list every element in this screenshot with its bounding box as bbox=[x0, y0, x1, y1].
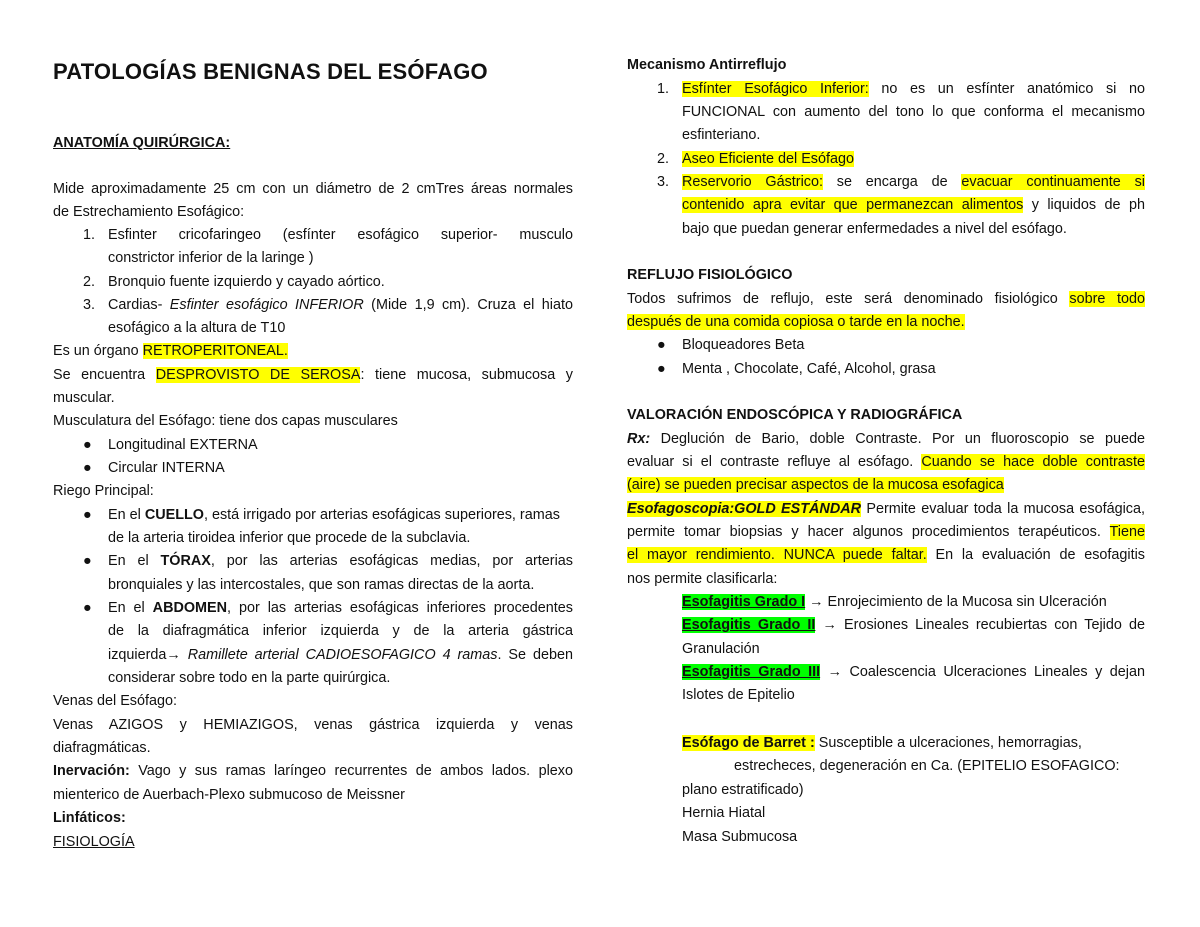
rx-line: Rx: Deglución de Bario, doble Contraste. Por un fluoroscopio se puede bbox=[627, 431, 1145, 447]
page-title: PATOLOGÍAS BENIGNAS DEL ESÓFAGO bbox=[53, 59, 488, 84]
reflux-cause-beta: Bloqueadores Beta bbox=[682, 337, 805, 353]
antireflux-item-3-cont: contenido apra evitar que permanezcan alimentos y liquidos de ph bbox=[682, 197, 1145, 213]
bullet-icon: ● bbox=[83, 437, 92, 453]
list-number: 1. bbox=[657, 81, 670, 97]
evaluation-heading: VALORACIÓN ENDOSCÓPICA Y RADIOGRÁFICA bbox=[627, 407, 963, 423]
endoscopy-line: Esofagoscopia:GOLD ESTÁNDAR Permite evaluar toda la mucosa esofágica, bbox=[627, 501, 1145, 517]
esophagitis-grade-3-cont: Islotes de Epitelio bbox=[682, 687, 795, 703]
endoscopy-line-cont: nos permite clasificarla: bbox=[627, 571, 778, 587]
esophagitis-grade-2-cont: Granulación bbox=[682, 641, 760, 657]
list-number: 1. bbox=[83, 227, 96, 243]
list-number: 3. bbox=[83, 297, 96, 313]
bullet-icon: ● bbox=[83, 553, 92, 569]
narrowing-item-3: Cardias- Esfinter esofágico INFERIOR (Mide 1,9 cm). Cruza el hiato bbox=[108, 297, 573, 313]
abdomen-supply: En el ABDOMEN, por las arterias esofágicas inferiores procedentes bbox=[108, 600, 573, 616]
narrowing-item-2: Bronquio fuente izquierdo y cayado aórtico. bbox=[108, 274, 385, 290]
mide-line-1: Mide aproximadamente 25 cm con un diámetro de 2 cmTres áreas normales bbox=[53, 181, 573, 197]
innervation-line: Inervación: Vago y sus ramas laríngeo recurrentes de ambos lados. plexo bbox=[53, 763, 573, 779]
abdomen-supply-cont: de la diafragmática inferior izquierda y de la arteria gástrica bbox=[108, 623, 573, 639]
muscle-circular: Circular INTERNA bbox=[108, 460, 225, 476]
narrowing-item-1-cont: constrictor inferior de la laringe ) bbox=[108, 250, 314, 266]
antireflux-item-1-cont: esfinteriano. bbox=[682, 127, 761, 143]
antireflux-heading: Mecanismo Antirreflujo bbox=[627, 57, 787, 73]
thorax-supply-cont: bronquiales y las intercostales, que son ramas directas de la aorta. bbox=[108, 577, 535, 593]
lymphatics-heading: Linfáticos: bbox=[53, 810, 126, 826]
innervation-line-cont: mienterico de Auerbach-Plexo submucoso de Meissner bbox=[53, 787, 405, 803]
antireflux-item-3-cont: bajo que puedan generar enfermedades a nivel del esófago. bbox=[682, 221, 1067, 237]
barrett-line-cont: plano estratificado) bbox=[682, 782, 804, 798]
reflux-heading: REFLUJO FISIOLÓGICO bbox=[627, 267, 793, 283]
serosa-line: Se encuentra DESPROVISTO DE SEROSA: tiene mucosa, submucosa y bbox=[53, 367, 573, 383]
rx-line-cont: (aire) se pueden precisar aspectos de la mucosa esofagica bbox=[627, 477, 1004, 493]
thorax-supply: En el TÓRAX, por las arterias esofágicas medias, por arterias bbox=[108, 553, 573, 569]
reflux-cause-foods: Menta , Chocolate, Café, Alcohol, grasa bbox=[682, 361, 936, 377]
barrett-line: Esófago de Barret : Susceptible a ulceraciones, hemorragias, bbox=[682, 735, 1082, 751]
serosa-line-cont: muscular. bbox=[53, 390, 115, 406]
anatomy-heading: ANATOMÍA QUIRÚRGICA: bbox=[53, 135, 231, 151]
list-number: 2. bbox=[657, 151, 670, 167]
narrowing-item-1: Esfinter cricofaringeo (esfínter esofágico superior- musculo bbox=[108, 227, 573, 243]
bullet-icon: ● bbox=[83, 507, 92, 523]
blood-supply-heading: Riego Principal: bbox=[53, 483, 154, 499]
abdomen-supply-cont: considerar sobre todo en la parte quirúrgica. bbox=[108, 670, 391, 686]
physiology-heading: FISIOLOGÍA bbox=[53, 834, 135, 850]
hiatal-hernia: Hernia Hiatal bbox=[682, 805, 766, 821]
rx-line-cont: evaluar si el contraste refluye al esófago. Cuando se hace doble contraste bbox=[627, 454, 1145, 470]
bullet-icon: ● bbox=[657, 337, 666, 353]
bullet-icon: ● bbox=[83, 600, 92, 616]
neck-supply-cont: de la arteria tiroidea inferior que procede de la subclavia. bbox=[108, 530, 471, 546]
antireflux-item-1-cont: FUNCIONAL con aumento del tono lo que conforma el mecanismo bbox=[682, 104, 1145, 120]
antireflux-item-3: Reservorio Gástrico: se encarga de evacuar continuamente si bbox=[682, 174, 1145, 190]
veins-line: Venas AZIGOS y HEMIAZIGOS, venas gástrica izquierda y venas bbox=[53, 717, 573, 733]
esophagitis-grade-3: Esofagitis Grado III → Coalescencia Ulceraciones Lineales y dejan bbox=[682, 664, 1145, 680]
antireflux-item-2: Aseo Eficiente del Esófago bbox=[682, 151, 854, 167]
abdomen-supply-cont: izquierda→ Ramillete arterial CADIOESOFAGICO 4 ramas. Se deben bbox=[108, 647, 573, 663]
narrowing-item-3-cont: esofágico a la altura de T10 bbox=[108, 320, 286, 336]
neck-supply: En el CUELLO, está irrigado por arterias esofágicas superiores, ramas bbox=[108, 507, 560, 523]
submucosal-mass: Masa Submucosa bbox=[682, 829, 798, 845]
endoscopy-line-cont: permite tomar biopsias y hacer algunos procedimientos terapéuticos. Tiene bbox=[627, 524, 1145, 540]
mide-line-2: de Estrechamiento Esofágico: bbox=[53, 204, 245, 220]
reflux-line: Todos sufrimos de reflujo, este será denominado fisiológico sobre todo bbox=[627, 291, 1145, 307]
organ-line: Es un órgano RETROPERITONEAL. bbox=[53, 343, 288, 359]
muscle-longitudinal: Longitudinal EXTERNA bbox=[108, 437, 258, 453]
esophagitis-grade-2: Esofagitis Grado II → Erosiones Lineales recubiertas con Tejido de bbox=[682, 617, 1145, 633]
veins-heading: Venas del Esófago: bbox=[53, 693, 178, 709]
barrett-line-cont: estrecheces, degeneración en Ca. (EPITELIO ESOFAGICO: bbox=[734, 758, 1120, 774]
bullet-icon: ● bbox=[657, 361, 666, 377]
bullet-icon: ● bbox=[83, 460, 92, 476]
endoscopy-line-cont: el mayor rendimiento. NUNCA puede faltar. En la evaluación de esofagitis bbox=[627, 547, 1145, 563]
veins-line-cont: diafragmáticas. bbox=[53, 740, 151, 756]
list-number: 3. bbox=[657, 174, 670, 190]
musculature-line: Musculatura del Esófago: tiene dos capas musculares bbox=[53, 413, 398, 429]
esophagitis-grade-1: Esofagitis Grado I → Enrojecimiento de la Mucosa sin Ulceración bbox=[682, 594, 1107, 610]
list-number: 2. bbox=[83, 274, 96, 290]
reflux-line-cont: después de una comida copiosa o tarde en la noche. bbox=[627, 314, 965, 330]
antireflux-item-1: Esfínter Esofágico Inferior: no es un esfínter anatómico si no bbox=[682, 81, 1145, 97]
